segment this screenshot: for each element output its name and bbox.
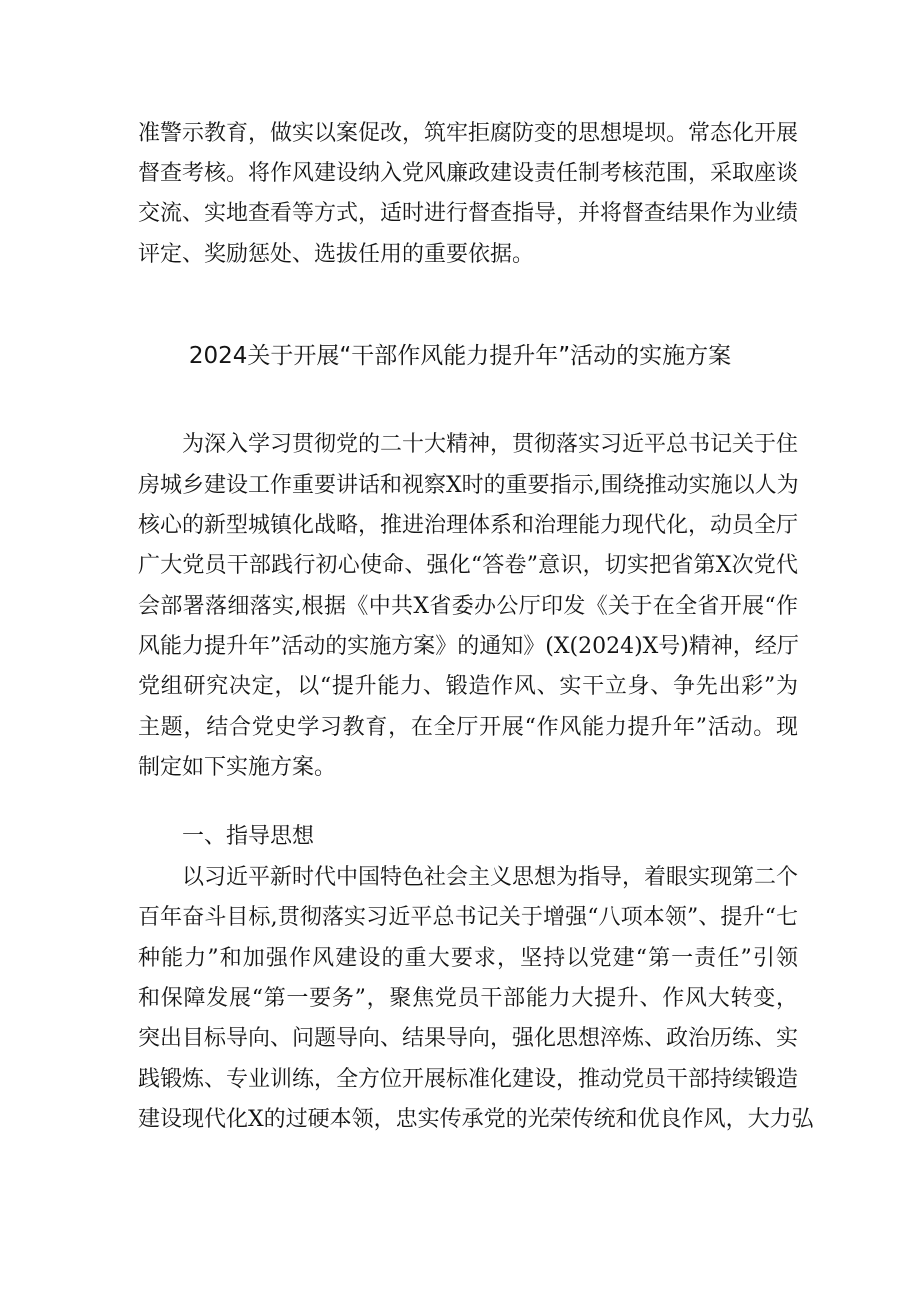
text-line: 百年奋斗目标,贯彻落实习近平总书记关于增强“八项本领”、提升“七 xyxy=(138,905,798,930)
text-line: 为深入学习贯彻党的二十大精神，贯彻落实习近平总书记关于住 xyxy=(182,432,799,457)
text-line: 党组研究决定，以“提升能力、锻造作风、实干立身、争先出彩”为 xyxy=(138,674,798,699)
text-line: 督查考核。将作风建设纳入党风廉政建设责任制考核范围，采取座谈 xyxy=(138,161,799,186)
text-line: 准警示教育，做实以案促改，筑牢拒腐防变的思想堤坝。常态化开展 xyxy=(138,121,799,146)
document-title: 2024关于开展“干部作风能力提升年”活动的实施方案 xyxy=(188,343,732,369)
text-line: 会部署落细落实,根据《中共X省委办公厅印发《关于在全省开展“作 xyxy=(138,594,798,619)
text-line: 建设现代化X的过硬本领，忠实传承党的光荣传统和优良作风，大力弘 xyxy=(138,1107,814,1132)
text-line: 广大党员干部践行初心使命、强化“答卷”意识，切实把省第X次党代 xyxy=(138,553,798,578)
text-line: 评定、奖励惩处、选拔任用的重要依据。 xyxy=(138,242,535,267)
text-line: 种能力”和加强作风建设的重大要求，坚持以党建“第一责任”引领 xyxy=(138,946,798,971)
text-line: 突出目标导向、问题导向、结果导向，强化思想淬炼、政治历练、实 xyxy=(138,1026,799,1051)
text-line: 核心的新型城镇化战略，推进治理体系和治理能力现代化，动员全厅 xyxy=(138,513,799,538)
text-line: 制定如下实施方案。 xyxy=(138,755,337,780)
text-line: 风能力提升年”活动的实施方案》的通知》(X(2024)X号)精神，经厅 xyxy=(138,634,799,659)
text-line: 以习近平新时代中国特色社会主义思想为指导，着眼实现第二个 xyxy=(182,865,799,890)
text-line: 交流、实地查看等方式，适时进行督查指导，并将督查结果作为业绩 xyxy=(138,201,799,226)
text-line: 房城乡建设工作重要讲话和视察X时的重要指示,围绕推动实施以人为 xyxy=(138,473,799,498)
text-line: 主题，结合党史学习教育，在全厅开展“作风能力提升年”活动。现 xyxy=(138,715,798,740)
text-line: 和保障发展“第一要务”，聚焦党员干部能力大提升、作风大转变， xyxy=(138,986,798,1011)
section-heading: 一、指导思想 xyxy=(182,824,315,849)
text-line: 践锻炼、专业训练，全方位开展标准化建设，推动党员干部持续锻造 xyxy=(138,1067,799,1092)
